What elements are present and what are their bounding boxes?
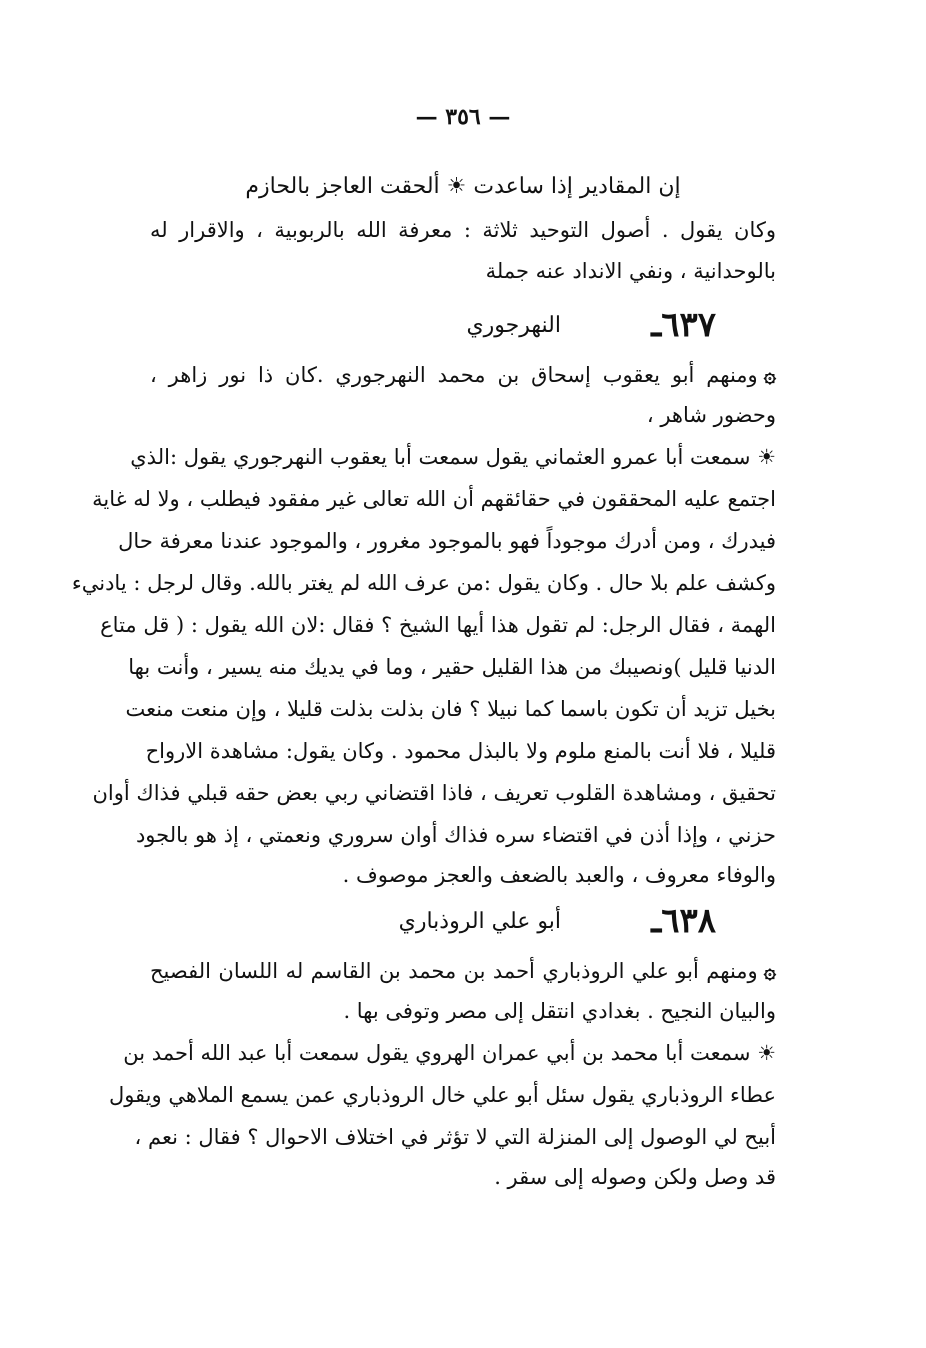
verse-line: إن المقادير إذا ساعدت ☀ ألحقت العاجز بالحازم	[245, 174, 681, 199]
paragraph-line: الهمة ، فقال الرجل: لم تقول هذا أيها الشيخ ؟ فقال :لان الله يقول : ( قل متاع	[100, 613, 776, 637]
paragraph-line: اجتمع عليه المحققون في حقائقهم أن الله تعالى غير مفقود فيطلب ، ولا له غاية	[92, 487, 776, 511]
paragraph-line: أبيح لي الوصول إلى المنزلة التي لا تؤثر في اختلاف الاحوال ؟ فقال : نعم ،	[134, 1125, 776, 1149]
paragraph-line: ☀ سمعت أبا عمرو العثماني يقول سمعت أبا يعقوب النهرجوري يقول :الذي	[130, 445, 776, 469]
section-title: النهرجوري	[466, 313, 561, 338]
section-number: ٦٣٨ـ	[651, 901, 716, 941]
paragraph-line: والبيان النجيح . بغدادي انتقل إلى مصر وتوفى بها .	[343, 999, 776, 1023]
paragraph-line: قليلا ، فلا أنت بالمنع ملوم ولا بالبذل محمود . وكان يقول: مشاهدة الارواح	[145, 739, 776, 763]
section-title: أبو علي الروذباري	[398, 909, 561, 934]
paragraph-text: ومنهم أبو يعقوب إسحاق بن محمد النهرجوري .كان ذا نور زاهر ،	[150, 363, 758, 387]
paragraph-line: الدنيا قليل )ونصيبك من هذا القليل حقير ، وما في يديك منه يسير ، وأنت بها	[128, 655, 776, 679]
paragraph-line: والوفاء معروف ، والعبد بالضعف والعجز موصوف .	[342, 863, 776, 887]
paragraph-line: وكشف علم بلا حال . وكان يقول :من عرف الله لم يغتر بالله. وقال لرجل : يادنيء	[71, 571, 776, 595]
paragraph-line: حزني ، وإذا أذن في اقتضاء سره فذاك أوان سروري ونعمتي ، إذ هو بالجود	[135, 823, 776, 847]
paragraph-line	[150, 356, 776, 394]
paragraph-line: بخيل تزيد أن تكون باسما كما نبيلا ؟ فان بذلت بذلت قليلا ، وإن منعت منعت	[125, 697, 776, 721]
intro-line: وكان يقول . أصول التوحيد ثلاثة : معرفة الله بالربوبية ، والاقرار له	[150, 218, 776, 242]
ornament-icon: ۞	[763, 362, 776, 387]
paragraph-text: ومنهم أبو علي الروذباري أحمد بن محمد بن القاسم له اللسان الفصيح	[150, 959, 758, 983]
paragraph-line: قد وصل ولكن وصوله إلى سقر .	[494, 1165, 776, 1189]
ornament-icon: ۞	[763, 958, 776, 983]
paragraph-line: ☀ سمعت أبا محمد بن أبي عمران الهروي يقول سمعت أبا عبد الله أحمد بن	[123, 1041, 776, 1065]
page-number: — ٣٥٦ —	[415, 104, 511, 130]
section-number: ٦٣٧ـ	[651, 305, 716, 345]
paragraph-line: فيدرك ، ومن أدرك موجوداً فهو بالموجود مغرور ، والموجود عندنا معرفة حال	[118, 529, 776, 553]
section-heading-637	[150, 300, 776, 350]
section-heading-638	[150, 896, 776, 946]
paragraph-line	[150, 952, 776, 990]
paragraph-line: وحضور شاهر ،	[646, 403, 776, 427]
intro-line: بالوحدانية ، ونفي الانداد عنه جملة	[485, 259, 776, 283]
paragraph-line: تحقيق ، ومشاهدة القلوب تعريف ، فاذا اقتضاني ربي بعض حقه قبلي فذاك أوان	[92, 781, 776, 805]
paragraph-line: عطاء الروذباري يقول سئل أبو علي خال الروذباري عمن يسمع الملاهي ويقول	[108, 1083, 776, 1107]
